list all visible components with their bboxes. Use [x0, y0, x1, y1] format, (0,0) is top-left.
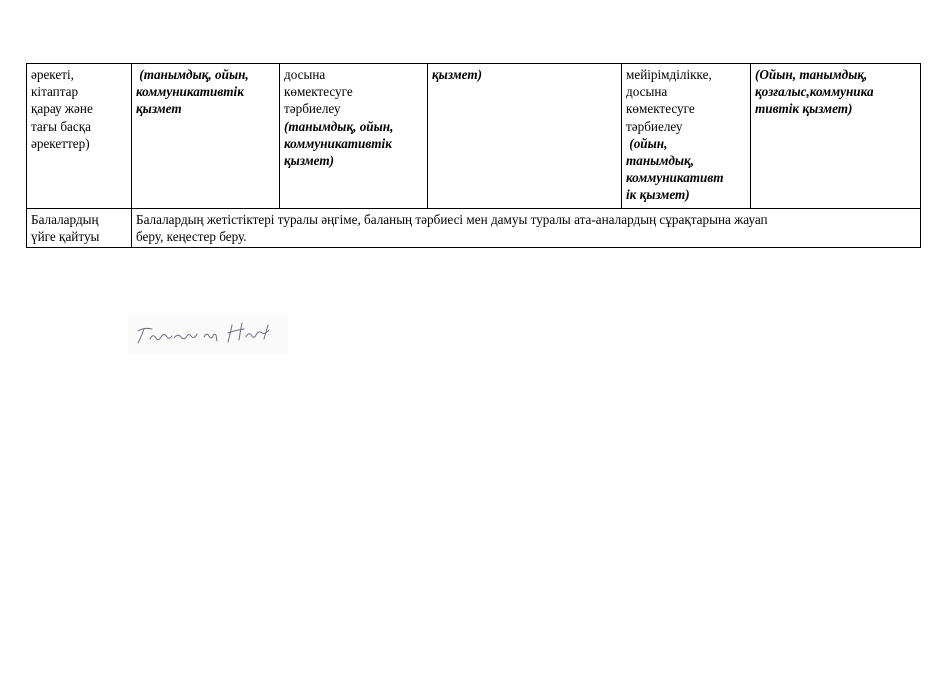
row-label-cell: Балалардың үйге қайтуы [27, 209, 132, 248]
thursday-cell: мейірімділікке, досына көмектесуге тәрбиелеу (ойын, танымдық, коммуникативт ік қызмет) [622, 64, 751, 209]
activity-cell: әрекеті, кітаптар қарау және тағы басқа әрекеттер) [27, 64, 132, 209]
monday-cell: (танымдық, ойын, коммуникативтік қызмет [132, 64, 280, 209]
wednesday-cell: қызмет) [428, 64, 622, 209]
table-row [27, 64, 921, 209]
handwritten-signature [128, 313, 288, 353]
daily-plan-table [26, 63, 921, 248]
table-row [27, 209, 921, 248]
tuesday-cell: досына көмектесуге тәрбиелеу (танымдық, ойын, коммуникативтік қызмет) [280, 64, 428, 209]
merged-description-cell: Балалардың жетістіктері туралы әңгіме, баланың тәрбиесі мен дамуы туралы ата-аналардың сұрақтарына жауап беру, кеңестер беру. [132, 209, 921, 248]
friday-cell: (Ойын, танымдық, қозғалыс,коммуника тивтік қызмет) [751, 64, 921, 209]
